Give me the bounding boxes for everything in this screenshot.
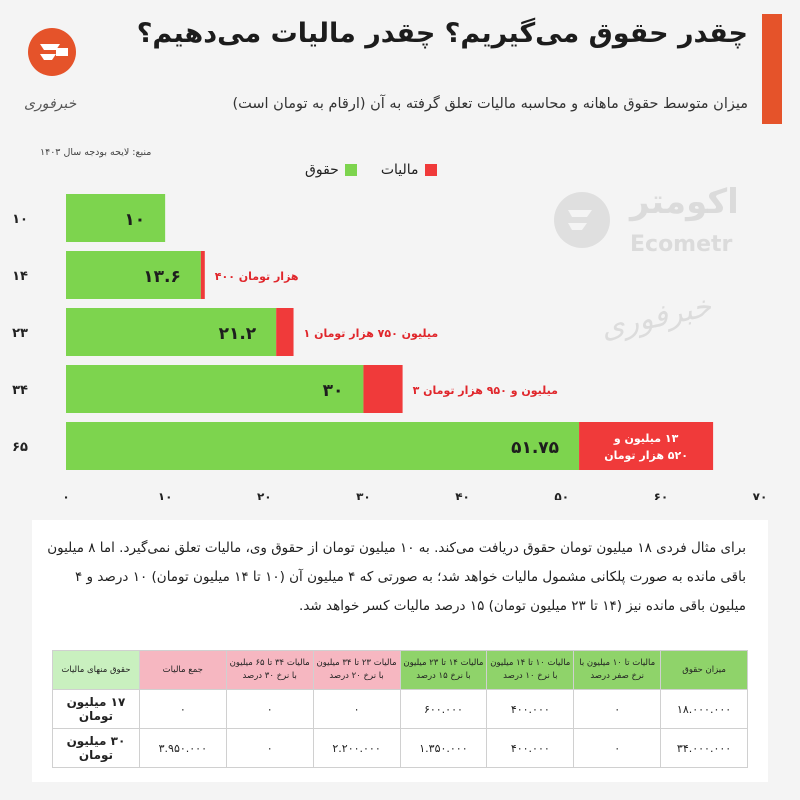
x-tick-label: ۲۰ [256,490,272,500]
table-cell: ۱.۳۵۰.۰۰۰ [400,729,487,768]
table-cell: ۲.۲۰۰.۰۰۰ [313,729,400,768]
table-header: مالیات ۳۴ تا ۶۵ میلیون با نرخ ۳۰ درصد [226,651,313,690]
tax-bar [363,365,402,413]
table-cell: ۳۴.۰۰۰.۰۰۰ [661,729,748,768]
table-cell: ۰ [226,729,313,768]
table-header: مالیات ۱۰ تا ۱۴ میلیون با نرخ ۱۰ درصد [487,651,574,690]
watermark-text-en: Ecometr [630,232,733,257]
category-label: ۲۳ [12,326,28,341]
table-row [53,690,748,729]
salary-bar [66,422,579,470]
x-tick-label: ۳۰ [356,490,371,500]
accent-bar [762,14,782,124]
table-cell: ۳.۹۵۰.۰۰۰ [139,729,226,768]
table-cell: ۰ [313,690,400,729]
tax-value-label: ۵۲۰ هزار تومان [604,449,688,462]
legend-swatch-salary [345,164,357,176]
tax-value-label: ۱ میلیون ۷۵۰ هزار تومان [303,327,439,340]
explanation-text: برای مثال فردی ۱۸ میلیون تومان حقوق دریافت می‌کند. به ۱۰ میلیون تومان از حقوق وی، مالیات تعلق نمی‌گیرد. اما ۸ میلیون باقی مانده به صورت پلکانی مشمول مالیات خواهد شد؛ به صورتی که ۴ میلیون آن (۱۰ تا ۱۴ میلیون تومان) ۱۰ درصد و ۴ میلیون باقی مانده نیز (۱۴ تا ۲۳ میلیون تومان) ۱۵ درصد مالیات کسر خواهد شد. [47,540,746,614]
table-cell: ۰ [574,729,661,768]
table-header-row [53,651,748,690]
watermark-signature: خبرفوری [597,288,715,347]
x-tick-label: ۷۰ [752,490,768,500]
table-cell: ۳۰ میلیون تومان [53,729,140,768]
tax-value-label: ۱۳ میلیون و [613,432,679,445]
table-cell: ۰ [139,690,226,729]
category-label: ۳۴ [12,383,28,398]
x-tick-label: ۵۰ [554,490,570,500]
legend-label-tax: مالیات [380,162,419,178]
category-label: ۱۰ [12,212,28,227]
category-label: ۶۵ [12,440,28,455]
header [0,0,800,158]
salary-value-label: ۳۰ [322,381,344,401]
chart-legend [305,160,437,180]
x-tick-label: ۶۰ [653,490,669,500]
table-cell: ۱۷ میلیون تومان [53,690,140,729]
salary-value-label: ۱۳.۶ [143,267,181,287]
legend-swatch-tax [425,164,437,176]
table-cell: ۶۰۰.۰۰۰ [400,690,487,729]
tax-bar-chart [0,180,800,500]
tax-bar [579,422,713,470]
ecometr-logo-icon [26,26,78,78]
x-tick-label: ۱۰ [157,490,173,500]
category-label: ۱۴ [12,269,28,284]
table-header: میزان حقوق [661,651,748,690]
salary-value-label: ۵۱.۷۵ [511,438,560,458]
salary-value-label: ۲۱.۲ [218,324,257,344]
salary-bar [66,365,363,413]
x-tick-label: ۰ [62,490,70,500]
page-subtitle: میزان متوسط حقوق ماهانه و محاسبه مالیات تعلق گرفته به آن (ارقام به تومان است) [232,96,748,112]
tax-bar [201,251,205,299]
table-cell: ۱۸.۰۰۰.۰۰۰ [661,690,748,729]
tax-bar [276,308,293,356]
table-header: مالیات ۱۴ تا ۲۳ میلیون با نرخ ۱۵ درصد [400,651,487,690]
x-tick-label: ۴۰ [455,490,470,500]
page-title: چقدر حقوق می‌گیریم؟ چقدر مالیات می‌دهیم؟ [136,18,748,49]
explanation-card [32,520,768,782]
source-note: منبع: لایحه بودجه سال ۱۴۰۳ [40,147,152,158]
table-cell: ۰ [226,690,313,729]
table-row [53,729,748,768]
salary-bar [66,194,165,242]
salary-value-label: ۱۰ [124,210,146,230]
tax-table [52,650,748,768]
legend-label-salary: حقوق [305,162,339,178]
table-header: حقوق منهای مالیات [53,651,140,690]
tax-value-label: ۴۰۰ هزار تومان [214,270,299,283]
table-cell: ۰ [574,690,661,729]
table-cell: ۴۰۰.۰۰۰ [487,690,574,729]
signature-logo: خبرفوری [24,96,77,112]
table-cell: ۴۰۰.۰۰۰ [487,729,574,768]
legend-item-tax [381,160,437,180]
table-header: مالیات تا ۱۰ میلیون با نرخ صفر درصد [574,651,661,690]
table-header: جمع مالیات [139,651,226,690]
legend-item-salary [305,160,357,180]
watermark-text-fa: اکومتر [630,182,739,222]
tax-value-label: ۳ میلیون و ۹۵۰ هزار تومان [412,384,558,397]
table-header: مالیات ۲۳ تا ۳۴ میلیون با نرخ ۲۰ درصد [313,651,400,690]
